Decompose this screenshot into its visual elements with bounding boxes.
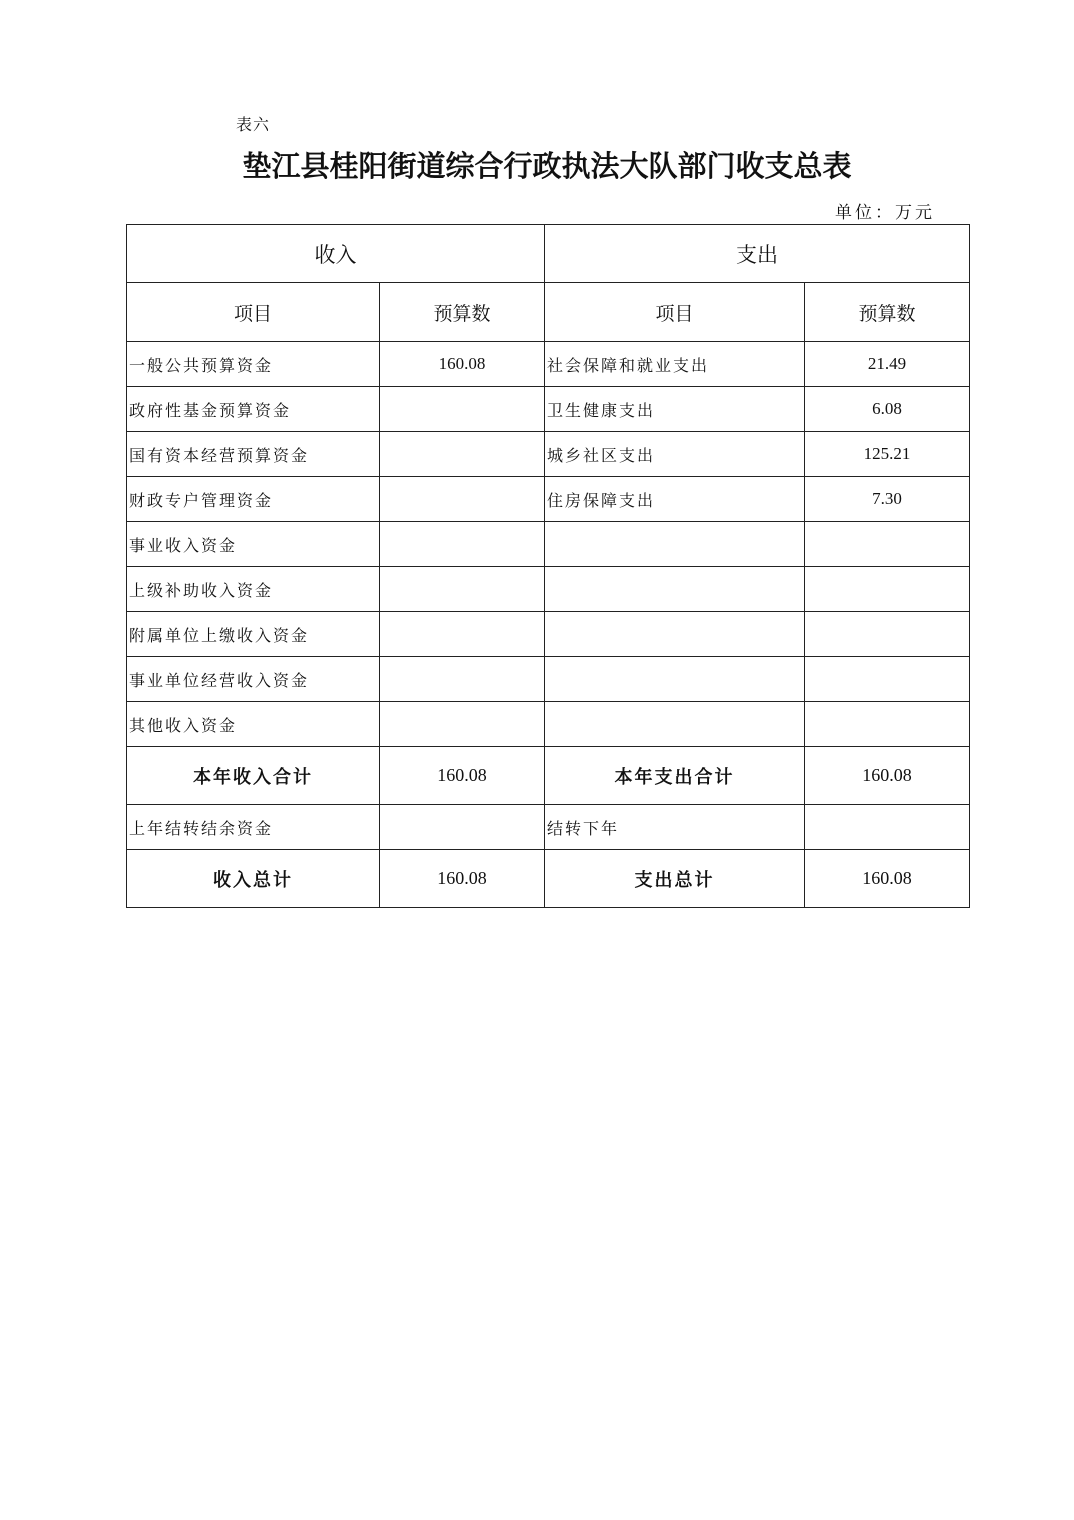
page-title: 垫江县桂阳街道综合行政执法大队部门收支总表 (242, 149, 852, 183)
table-row (127, 477, 970, 522)
carryover-expense-value (805, 805, 970, 850)
carryover-expense-label: 结转下年 (545, 805, 805, 850)
expense-item-value: 125.21 (805, 432, 970, 477)
carryover-income-label: 上年结转结余资金 (127, 805, 380, 850)
table-row (127, 612, 970, 657)
income-item-name: 上级补助收入资金 (127, 567, 380, 612)
expense-item-name (545, 657, 805, 702)
grand-expense-total-label: 支出总计 (545, 850, 805, 908)
expense-item-value: 7.30 (805, 477, 970, 522)
income-item-value (380, 387, 545, 432)
income-item-value (380, 657, 545, 702)
year-income-total-label: 本年收入合计 (127, 747, 380, 805)
income-item-value (380, 567, 545, 612)
income-item-name: 其他收入资金 (127, 702, 380, 747)
expense-item-name (545, 702, 805, 747)
grand-income-total-label: 收入总计 (127, 850, 380, 908)
expense-item-name: 卫生健康支出 (545, 387, 805, 432)
income-item-name: 事业收入资金 (127, 522, 380, 567)
year-expense-total-value: 160.08 (805, 747, 970, 805)
expense-item-value: 6.08 (805, 387, 970, 432)
income-item-value (380, 522, 545, 567)
expense-item-name: 城乡社区支出 (545, 432, 805, 477)
table-row (127, 702, 970, 747)
income-item-name: 事业单位经营收入资金 (127, 657, 380, 702)
income-item-value (380, 702, 545, 747)
income-item-value (380, 432, 545, 477)
income-expense-summary-table (126, 224, 970, 908)
expense-item-name (545, 522, 805, 567)
income-item-header: 项目 (127, 283, 380, 342)
table-row (127, 387, 970, 432)
income-item-value (380, 612, 545, 657)
expense-item-value (805, 702, 970, 747)
income-item-name: 一般公共预算资金 (127, 342, 380, 387)
expense-item-value (805, 657, 970, 702)
income-section-header: 收入 (127, 225, 545, 283)
table-row (127, 342, 970, 387)
table-row (127, 567, 970, 612)
income-budget-header: 预算数 (380, 283, 545, 342)
table-row (127, 432, 970, 477)
income-item-value (380, 477, 545, 522)
expense-item-name (545, 612, 805, 657)
table-number-label: 表六 (236, 115, 271, 134)
carryover-row (127, 805, 970, 850)
income-item-name: 财政专户管理资金 (127, 477, 380, 522)
expense-item-header: 项目 (545, 283, 805, 342)
year-expense-total-label: 本年支出合计 (545, 747, 805, 805)
expense-item-value (805, 567, 970, 612)
column-header-row (127, 283, 970, 342)
expense-item-name: 社会保障和就业支出 (545, 342, 805, 387)
section-header-row (127, 225, 970, 283)
expense-section-header: 支出 (545, 225, 970, 283)
grand-total-row (127, 850, 970, 908)
table-row (127, 522, 970, 567)
expense-item-name (545, 567, 805, 612)
grand-expense-total-value: 160.08 (805, 850, 970, 908)
year-total-row (127, 747, 970, 805)
income-item-name: 国有资本经营预算资金 (127, 432, 380, 477)
expense-budget-header: 预算数 (805, 283, 970, 342)
expense-item-value (805, 522, 970, 567)
carryover-income-value (380, 805, 545, 850)
expense-item-value: 21.49 (805, 342, 970, 387)
year-income-total-value: 160.08 (380, 747, 545, 805)
expense-item-value (805, 612, 970, 657)
grand-income-total-value: 160.08 (380, 850, 545, 908)
expense-item-name: 住房保障支出 (545, 477, 805, 522)
table-row (127, 657, 970, 702)
income-item-name: 附属单位上缴收入资金 (127, 612, 380, 657)
income-item-value: 160.08 (380, 342, 545, 387)
income-item-name: 政府性基金预算资金 (127, 387, 380, 432)
unit-label: 单位：万元 (835, 203, 935, 223)
